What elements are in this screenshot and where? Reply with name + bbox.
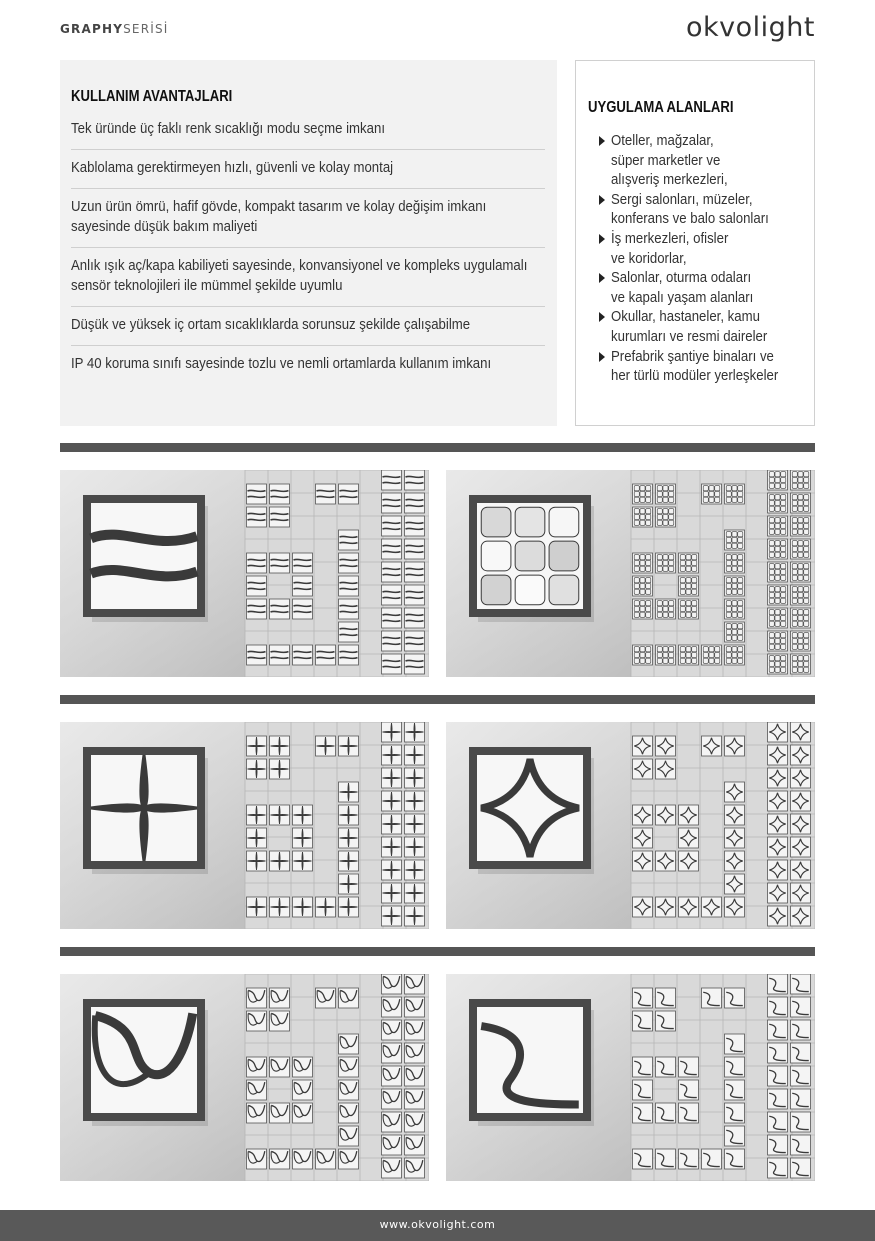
application-item-text: Sergi salonları, müzeler, konferans ve balo salonları: [611, 190, 769, 228]
section-divider: [60, 443, 815, 452]
applications-section: [575, 60, 815, 426]
flower-panel-icon: [60, 722, 429, 929]
application-item-text: Prefabrik şantiye binaları ve her türlü modüler yerleşkeler: [611, 347, 779, 385]
advantage-item: [71, 248, 545, 307]
bullet-triangle-icon: [599, 273, 605, 283]
applications-title: UYGULAMA ALANLARI: [588, 99, 734, 116]
brand-logo: okvolight: [686, 12, 815, 43]
application-item-text: Salonlar, oturma odaları ve kapalı yaşam alanları: [611, 269, 754, 306]
advantage-item: [71, 150, 545, 189]
bullet-triangle-icon: [599, 352, 605, 362]
product-photo-wave: [60, 470, 429, 677]
application-item-text: Okullar, hastaneler, kamu kurumları ve resmi daireler: [611, 308, 768, 345]
bullet-triangle-icon: [599, 195, 605, 205]
application-item: [588, 307, 804, 346]
advantages-title: KULLANIM AVANTAJLARI: [71, 88, 233, 105]
website-link[interactable]: www.okvolight.com: [379, 1218, 496, 1231]
wave-panel-icon: [60, 470, 429, 677]
product-photo-star: [446, 722, 815, 929]
advantages-list: [71, 119, 545, 384]
product-photo-s-curve: [446, 974, 815, 1181]
product-photo-swirl: [60, 974, 429, 1181]
advantages-section: [60, 60, 557, 426]
application-item: [588, 229, 804, 268]
footer-bar: [0, 1210, 875, 1241]
advantage-item: [71, 346, 545, 384]
application-item: [588, 131, 804, 190]
swirl-panel-icon: [60, 974, 429, 1181]
application-item-text: Oteller, mağzalar, süper marketler ve alışveriş merkezleri,: [611, 132, 728, 189]
advantage-item: [71, 307, 545, 346]
advantage-item-text: Düşük ve yüksek iç ortam sıcaklıklarda sorunsuz şekilde çalışabilme: [71, 316, 471, 333]
series-label-light: SERİSİ: [123, 22, 169, 36]
section-divider: [60, 695, 815, 704]
application-item: [588, 190, 804, 229]
bullet-triangle-icon: [599, 234, 605, 244]
advantage-item-text: Kablolama gerektirmeyen hızlı, güvenli ve kolay montaj: [71, 159, 394, 176]
advantage-item-text: Tek üründe üç faklı renk sıcaklığı modu seçme imkanı: [71, 120, 386, 137]
advantage-item: [71, 189, 545, 248]
series-label: [60, 22, 169, 36]
application-item: [588, 347, 804, 386]
application-item: [588, 268, 804, 307]
advantage-item-text: Anlık ışık aç/kapa kabiliyeti sayesinde, konvansiyonel ve kompleks uygulamalı sensör teknolojileri ile mümmel şekilde uyumlu: [71, 257, 528, 294]
series-label-bold: GRAPHY: [60, 22, 124, 36]
star-panel-icon: [446, 722, 815, 929]
s-curve-panel-icon: [446, 974, 815, 1181]
bullet-triangle-icon: [599, 312, 605, 322]
section-divider: [60, 947, 815, 956]
grid-panel-icon: [446, 470, 815, 677]
advantage-item-text: Uzun ürün ömrü, hafif gövde, kompakt tasarım ve kolay değişim imkanı sayesinde düşük bakım maliyeti: [71, 198, 487, 235]
bullet-triangle-icon: [599, 136, 605, 146]
applications-list: [588, 131, 804, 386]
advantage-item: [71, 119, 545, 150]
advantage-item-text: IP 40 koruma sınıfı sayesinde tozlu ve nemli ortamlarda kullanım imkanı: [71, 355, 492, 372]
application-item-text: İş merkezleri, ofisler ve koridorlar,: [611, 229, 729, 267]
product-photo-grid: [446, 470, 815, 677]
product-photo-flower: [60, 722, 429, 929]
